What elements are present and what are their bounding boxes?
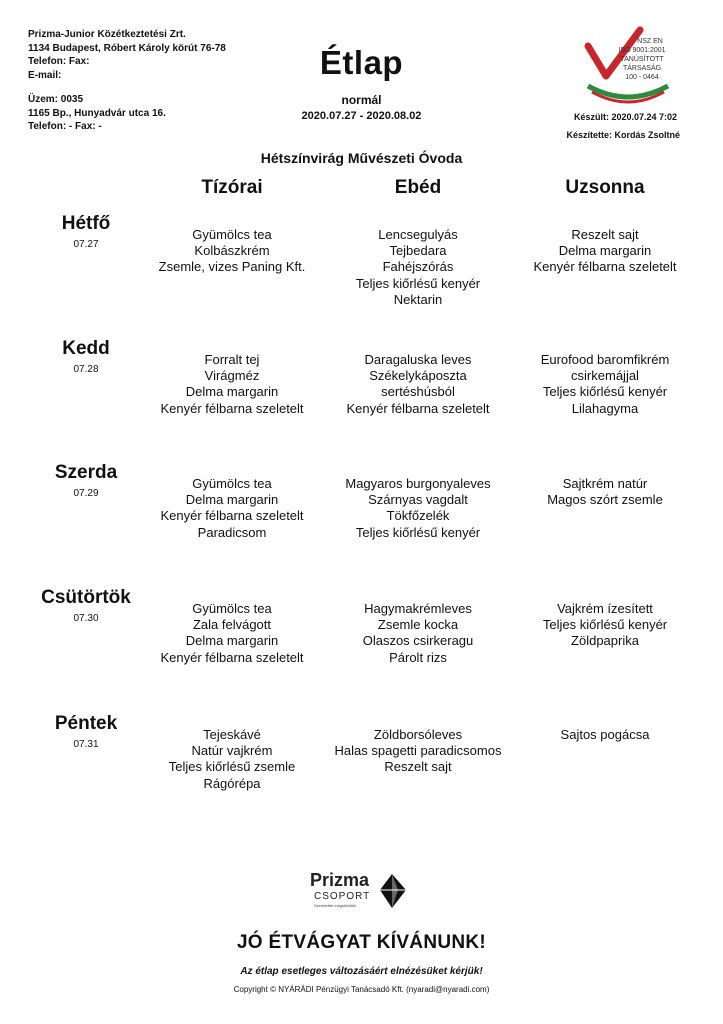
meal-item: Kenyér félbarna szeletelt: [160, 649, 304, 665]
meal-item: Sajtos pogácsa: [560, 727, 650, 742]
day-name: Péntek: [54, 713, 118, 734]
author: Készítette: Kordás Zsoltné: [566, 130, 680, 140]
plant-id: Üzem: 0035: [28, 94, 84, 105]
day-name: Kedd: [62, 338, 110, 359]
meal-item: Paradicsom: [197, 524, 267, 540]
column-header-uzsonna: Uzsonna: [565, 177, 645, 198]
column-header-tizorai: Tízórai: [201, 177, 263, 198]
meal-item: Rágórépa: [203, 775, 261, 791]
meal-item: sertéshúsból: [381, 384, 455, 400]
meal-item: Zöldborsóleves: [373, 727, 463, 742]
meal-item: Tökfőzelék: [386, 508, 450, 524]
cert-line1: NSZ EN: [637, 38, 663, 45]
logo-csoport-text: CSOPORT: [314, 891, 371, 902]
plant-phone-fax: Telefon: - Fax: -: [28, 121, 102, 132]
meal-item: csirkemájjal: [571, 368, 639, 384]
apology-text: Az étlap esetleges változásáért elnézésüket kérjük!: [240, 966, 483, 977]
cert-line3: TANÚSÍTOTT: [620, 56, 664, 63]
iso-certificate-icon: [582, 24, 674, 106]
logo-tagline-text: Szeretettel megsütöttük: [314, 903, 357, 908]
meal-item: Magyaros burgonyaleves: [345, 476, 491, 491]
meal-item: Delma margarin: [185, 384, 279, 400]
cert-line5: 100 - 0464: [625, 74, 659, 81]
meal-item: Olaszos csirkeragu: [362, 633, 474, 649]
day-date: 07.29: [73, 488, 99, 499]
company-phone-fax: Telefon: Fax:: [28, 56, 90, 67]
day-date: 07.28: [73, 364, 99, 375]
meal-item: Fahéjszórás: [382, 259, 454, 275]
meal-item: Reszelt sajt: [571, 227, 639, 242]
meal-item: Forralt tej: [204, 352, 260, 367]
menu-period: 2020.07.27 - 2020.08.02: [301, 110, 422, 122]
meal-item: Teljes kiőrlésű kenyér: [355, 275, 481, 291]
day-name: Csütörtök: [41, 587, 131, 608]
prizma-csoport-logo: [310, 866, 410, 916]
day-date: 07.30: [73, 613, 99, 624]
meal-item: Magos szórt zsemle: [547, 492, 663, 508]
kindergarten-name: Hétszínvirág Művészeti Óvoda: [260, 150, 463, 166]
meal-item: Hagymakrémleves: [364, 601, 472, 616]
meal-item: Tejbedara: [389, 243, 447, 259]
meal-item: Nektarin: [393, 291, 443, 307]
company-address: 1134 Budapest, Róbert Károly körút 76-78: [28, 42, 226, 54]
meal-item: Zöldpaprika: [571, 633, 639, 649]
meal-item: Lencsegulyás: [378, 227, 458, 242]
meal-item: Kenyér félbarna szeletelt: [533, 259, 677, 275]
meal-item: Zsemle, vizes Paning Kft.: [158, 259, 306, 275]
meal-item: Teljes kiőrlésű zsemle: [168, 759, 296, 775]
meal-item: Lilahagyma: [571, 400, 639, 416]
meal-item: Gyümölcs tea: [192, 227, 272, 242]
meal-item: Zsemle kocka: [377, 617, 459, 633]
plant-address: 1165 Bp., Hunyadvár utca 16.: [28, 107, 166, 119]
meal-item: Teljes kiőrlésű kenyér: [542, 384, 668, 400]
meal-item: Halas spagetti paradicsomos: [334, 743, 502, 759]
meal-item: Vajkrém ízesített: [557, 601, 653, 616]
meal-item: Teljes kiőrlésű kenyér: [355, 524, 481, 540]
meal-item: Delma margarin: [185, 633, 279, 649]
meal-item: Kenyér félbarna szeletelt: [160, 400, 304, 416]
meal-cell: [495, 476, 715, 508]
meal-item: Sajtkrém natúr: [562, 476, 648, 491]
day-name: Szerda: [54, 462, 118, 483]
meal-cell: [495, 227, 715, 276]
meal-item: Eurofood baromfikrém: [540, 352, 670, 367]
page-title: Étlap: [319, 44, 404, 81]
meal-cell: [495, 727, 715, 743]
day-date: 07.27: [73, 239, 99, 250]
meal-item: Kenyér félbarna szeletelt: [160, 508, 304, 524]
meal-item: Delma margarin: [185, 492, 279, 508]
meal-item: Szárnyas vagdalt: [368, 492, 468, 508]
cert-line2: ISO 9001:2001: [618, 47, 666, 54]
copyright-text: Copyright © NYÁRÁDI Pénzügyi Tanácsadó Kft. (nyaradi@nyaradi.com): [233, 985, 490, 994]
prizma-logo-icon: [310, 866, 410, 916]
company-email: E-mail:: [28, 69, 62, 81]
meal-cell: [495, 601, 715, 650]
column-header-ebed: Ebéd: [394, 177, 442, 198]
meal-item: Párolt rizs: [389, 649, 447, 665]
meal-item: Székelykáposzta: [369, 368, 467, 384]
meal-item: Daragaluska leves: [364, 352, 472, 367]
meal-cell: [495, 352, 715, 417]
day-date: 07.31: [73, 739, 99, 750]
meal-item: Virágméz: [204, 368, 260, 384]
company-name: Prizma-Junior Közétkeztetési Zrt.: [28, 29, 186, 40]
cert-line4: TÁRSASÁG: [622, 65, 662, 72]
logo-prizma-text: Prizma: [310, 870, 370, 890]
meal-item: Natúr vajkrém: [191, 743, 273, 759]
meal-item: Tejeskávé: [203, 727, 261, 742]
created-timestamp: Készült: 2020.07.24 7:02: [573, 112, 677, 122]
meal-item: Gyümölcs tea: [192, 601, 272, 616]
wish-text: JÓ ÉTVÁGYAT KÍVÁNUNK!: [236, 932, 487, 953]
meal-item: Teljes kiőrlésű kenyér: [542, 617, 668, 633]
day-name: Hétfő: [61, 213, 111, 234]
meal-item: Zala felvágott: [192, 617, 272, 633]
meal-item: Delma margarin: [558, 243, 652, 259]
iso-certificate-logo: [582, 24, 674, 106]
meal-item: Reszelt sajt: [384, 759, 452, 775]
diet-type: normál: [341, 93, 382, 107]
meal-item: Kolbászkrém: [194, 243, 270, 259]
meal-item: Kenyér félbarna szeletelt: [346, 400, 490, 416]
meal-item: Gyümölcs tea: [192, 476, 272, 491]
